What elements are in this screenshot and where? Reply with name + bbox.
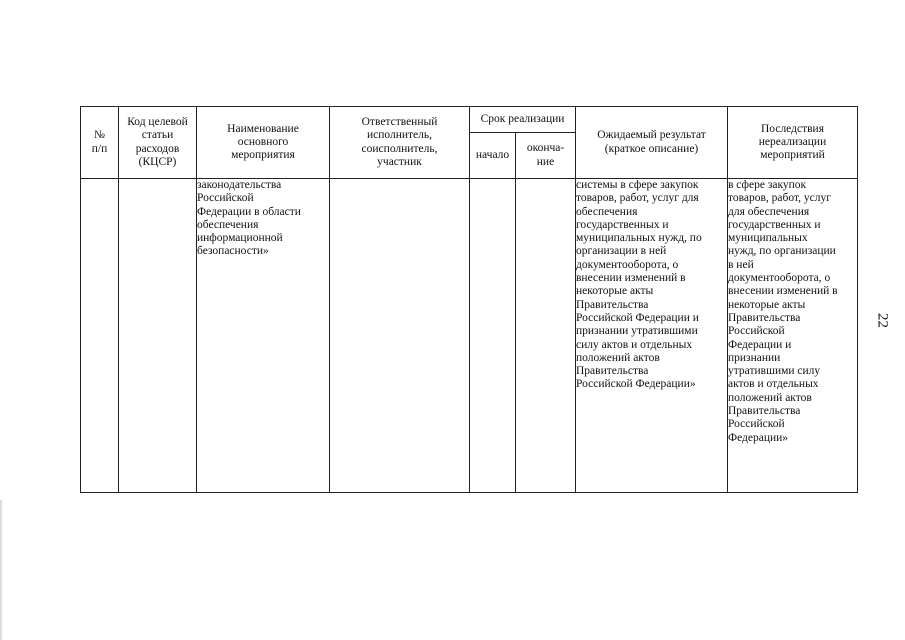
text-line: Ответственный xyxy=(361,115,438,128)
text-line: Федерации и xyxy=(728,338,792,351)
text-line: Российской Федерации и xyxy=(576,311,699,324)
text-line: статьи xyxy=(141,129,174,142)
text-line: документооборота, о xyxy=(728,272,831,285)
text-line: № xyxy=(94,129,105,142)
text-line: системы в сфере закупок xyxy=(576,179,699,191)
text-line: обеспечения xyxy=(197,218,259,231)
text-line: ние xyxy=(536,155,555,168)
cell-end xyxy=(516,179,576,493)
header-start: начало xyxy=(470,133,516,179)
text-line: положений актов xyxy=(576,351,660,364)
header-consequences xyxy=(728,107,858,179)
text-line: участник xyxy=(377,155,422,168)
text-line: для обеспечения xyxy=(728,205,810,218)
text-line: безопасности» xyxy=(197,245,269,258)
text-line: государственных и xyxy=(576,218,669,231)
cell-consequences xyxy=(728,179,858,493)
text-line: Наименование xyxy=(227,122,299,135)
text-line: Правительства xyxy=(728,311,801,324)
header-period: Срок реализации xyxy=(470,107,576,133)
text-line: информационной xyxy=(197,232,283,245)
cell-result xyxy=(576,179,728,493)
text-line: законодательства xyxy=(197,179,282,191)
text-line: документооборота, о xyxy=(576,258,679,271)
header-code xyxy=(119,107,197,179)
text-line: актов и отдельных xyxy=(728,378,819,391)
text-line: признании xyxy=(728,351,781,364)
text-line: Федерации» xyxy=(728,431,789,444)
text-line: оконча- xyxy=(526,142,565,155)
text-line: расходов xyxy=(135,142,180,155)
text-line: Российской xyxy=(197,192,254,205)
text-line: Правительства xyxy=(576,365,649,378)
text-line: силу актов и отдельных xyxy=(576,338,693,351)
text-line: (краткое описание) xyxy=(604,142,699,155)
text-line: государственных и xyxy=(728,218,821,231)
text-line: Ожидаемый результат xyxy=(597,129,706,142)
activities-table xyxy=(80,106,858,493)
text-line: некоторые акты xyxy=(576,285,654,298)
cell-responsible xyxy=(330,179,470,493)
cell-num xyxy=(81,179,119,493)
header-result xyxy=(576,107,728,179)
header-end xyxy=(516,133,576,179)
text-line: признании утратившими xyxy=(576,325,698,338)
text-line: нереализации xyxy=(758,135,827,148)
text-line: Российской Федерации» xyxy=(576,378,696,391)
cell-start xyxy=(470,179,516,493)
text-line: Последствия xyxy=(761,122,824,135)
text-line: товаров, работ, услуг xyxy=(728,192,831,205)
text-line: муниципальных xyxy=(728,232,808,245)
text-line: мероприятия xyxy=(231,149,295,162)
text-line: утратившими силу xyxy=(728,365,821,378)
text-line: исполнитель, xyxy=(366,129,433,142)
text-line: в ней xyxy=(728,258,754,271)
text-line: внесении изменений в xyxy=(728,285,838,298)
text-line: некоторые акты xyxy=(728,298,806,311)
header-name xyxy=(197,107,330,179)
text-line: (КЦСР) xyxy=(138,155,177,168)
text-line: п/п xyxy=(91,142,108,155)
text-line: Правительства xyxy=(728,405,801,418)
text-line: внесении изменений в xyxy=(576,272,686,285)
header-num xyxy=(81,107,119,179)
text-line: положений актов xyxy=(728,391,812,404)
text-line: товаров, работ, услуг для xyxy=(576,192,699,205)
text-line: Код целевой xyxy=(127,115,188,128)
header-responsible xyxy=(330,107,470,179)
text-line: Федерации в области xyxy=(197,205,301,218)
text-line: муниципальных нужд, по xyxy=(576,232,702,245)
scan-edge-shadow xyxy=(0,500,3,640)
text-line: организации в ней xyxy=(576,245,667,258)
text-line: обеспечения xyxy=(576,205,638,218)
text-line: соисполнитель, xyxy=(361,142,438,155)
cell-name xyxy=(197,179,330,493)
cell-code xyxy=(119,179,197,493)
text-line: нужд, по организации xyxy=(728,245,836,258)
text-line: Правительства xyxy=(576,298,649,311)
text-line: мероприятий xyxy=(760,149,825,162)
text-line: Российской xyxy=(728,418,785,431)
text-line: в сфере закупок xyxy=(728,179,807,191)
text-line: Российской xyxy=(728,325,785,338)
page-number: 22 xyxy=(874,313,891,328)
text-line: основного xyxy=(237,135,289,148)
